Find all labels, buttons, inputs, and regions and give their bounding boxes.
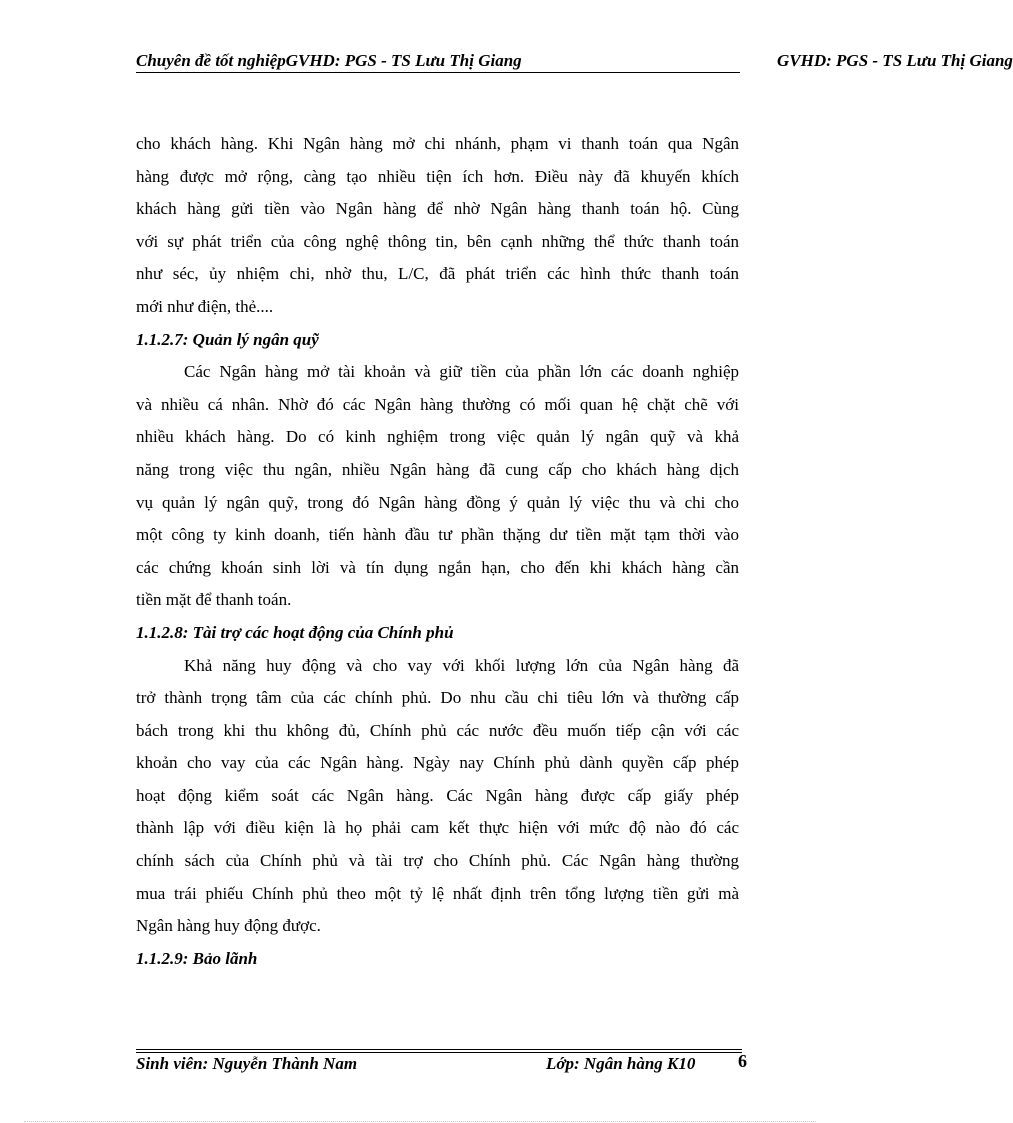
document-body [136,128,739,975]
text-line: mới như điện, thẻ.... [136,296,274,316]
header-right-text: GVHD: PGS - TS Lưu Thị Giang [777,51,1013,70]
text-line: bách trong khi thu không đủ, Chính phủ các nước đều muốn tiếp cận với các [136,720,739,740]
text-line: hàng được mở rộng, càng tạo nhiều tiện ích hơn. Điều này đã khuyến khích [136,166,739,186]
paragraph-payment-services [136,128,739,324]
text-line: chính sách của Chính phủ và tài trợ cho Chính phủ. Các Ngân hàng thường [136,851,739,871]
text-line: mua trái phiếu Chính phủ theo một tỷ lệ nhất định trên tổng lượng tiền gửi mà [136,883,739,903]
header-rule [136,72,740,73]
page-footer [136,1051,756,1078]
text-line: hoạt động kiểm soát các Ngân hàng. Các Ngân hàng được cấp giấy phép [136,785,739,805]
text-line: như séc, ủy nhiệm chi, nhờ thu, L/C, đã phát triển các hình thức thanh toán [136,264,739,284]
footer-rule-top [136,1049,742,1050]
page-number: 6 [738,1051,747,1071]
text-line: thành lập với điều kiện là họ phải cam kết thực hiện với mức độ nào đó các [136,818,739,838]
section-heading-1-1-2-9: 1.1.2.9: Bảo lãnh [136,948,258,968]
text-line: Ngân hàng huy động được. [136,916,321,936]
paragraph-cash-management [136,356,739,617]
text-line: một công ty kinh doanh, tiến hành đầu tư phần thặng dư tiền mặt tạm thời vào [136,525,739,545]
section-heading-1-1-2-8: 1.1.2.8: Tài trợ các hoạt động của Chính phủ [136,622,454,642]
text-line: cho khách hàng. Khi Ngân hàng mở chi nhánh, phạm vi thanh toán qua Ngân [136,134,739,153]
footer-student-name: Sinh viên: Nguyễn Thành Nam [136,1054,358,1073]
text-line: năng trong việc thu ngân, nhiều Ngân hàng đã cung cấp cho khách hàng dịch [136,459,739,479]
text-line: trở thành trọng tâm của các chính phủ. Do nhu cầu chi tiêu lớn và thường cấp [136,688,739,708]
text-line: các chứng khoán sinh lời và tín dụng ngắn hạn, cho đến khi khách hàng cần [136,557,739,577]
text-line: tiền mặt để thanh toán. [136,590,292,610]
footer-class-name: Lớp: Ngân hàng K10 [546,1054,696,1073]
section-heading-1-1-2-7: 1.1.2.7: Quản lý ngân quỹ [136,329,319,349]
text-line: vụ quản lý ngân quỹ, trong đó Ngân hàng đồng ý quản lý việc thu và chi cho [136,492,739,512]
footer-rule-bottom [136,1052,742,1053]
header-left-text: Chuyên đề tốt nghiệpGVHD: PGS - TS Lưu Thị Giang [136,51,522,70]
paragraph-government-financing [136,650,739,943]
text-line: khách hàng gửi tiền vào Ngân hàng để nhờ Ngân hàng thanh toán hộ. Cùng [136,199,739,219]
text-line: Khả năng huy động và cho vay với khối lượng lớn của Ngân hàng đã [184,655,739,675]
text-line: Các Ngân hàng mở tài khoản và giữ tiền của phần lớn các doanh nghiệp [184,362,739,382]
page-header [136,48,1013,74]
text-line: và nhiều cá nhân. Nhờ đó các Ngân hàng thường có mối quan hệ chặt chẽ với [136,394,739,414]
text-line: với sự phát triển của công nghệ thông tin, bên cạnh những thể thức thanh toán [136,231,739,251]
page-edge-divider [24,1121,816,1122]
text-line: nhiều khách hàng. Do có kinh nghiệm trong việc quản lý ngân quỹ và khả [136,427,739,447]
text-line: khoản cho vay của các Ngân hàng. Ngày nay Chính phủ dành quyền cấp phép [136,753,739,773]
